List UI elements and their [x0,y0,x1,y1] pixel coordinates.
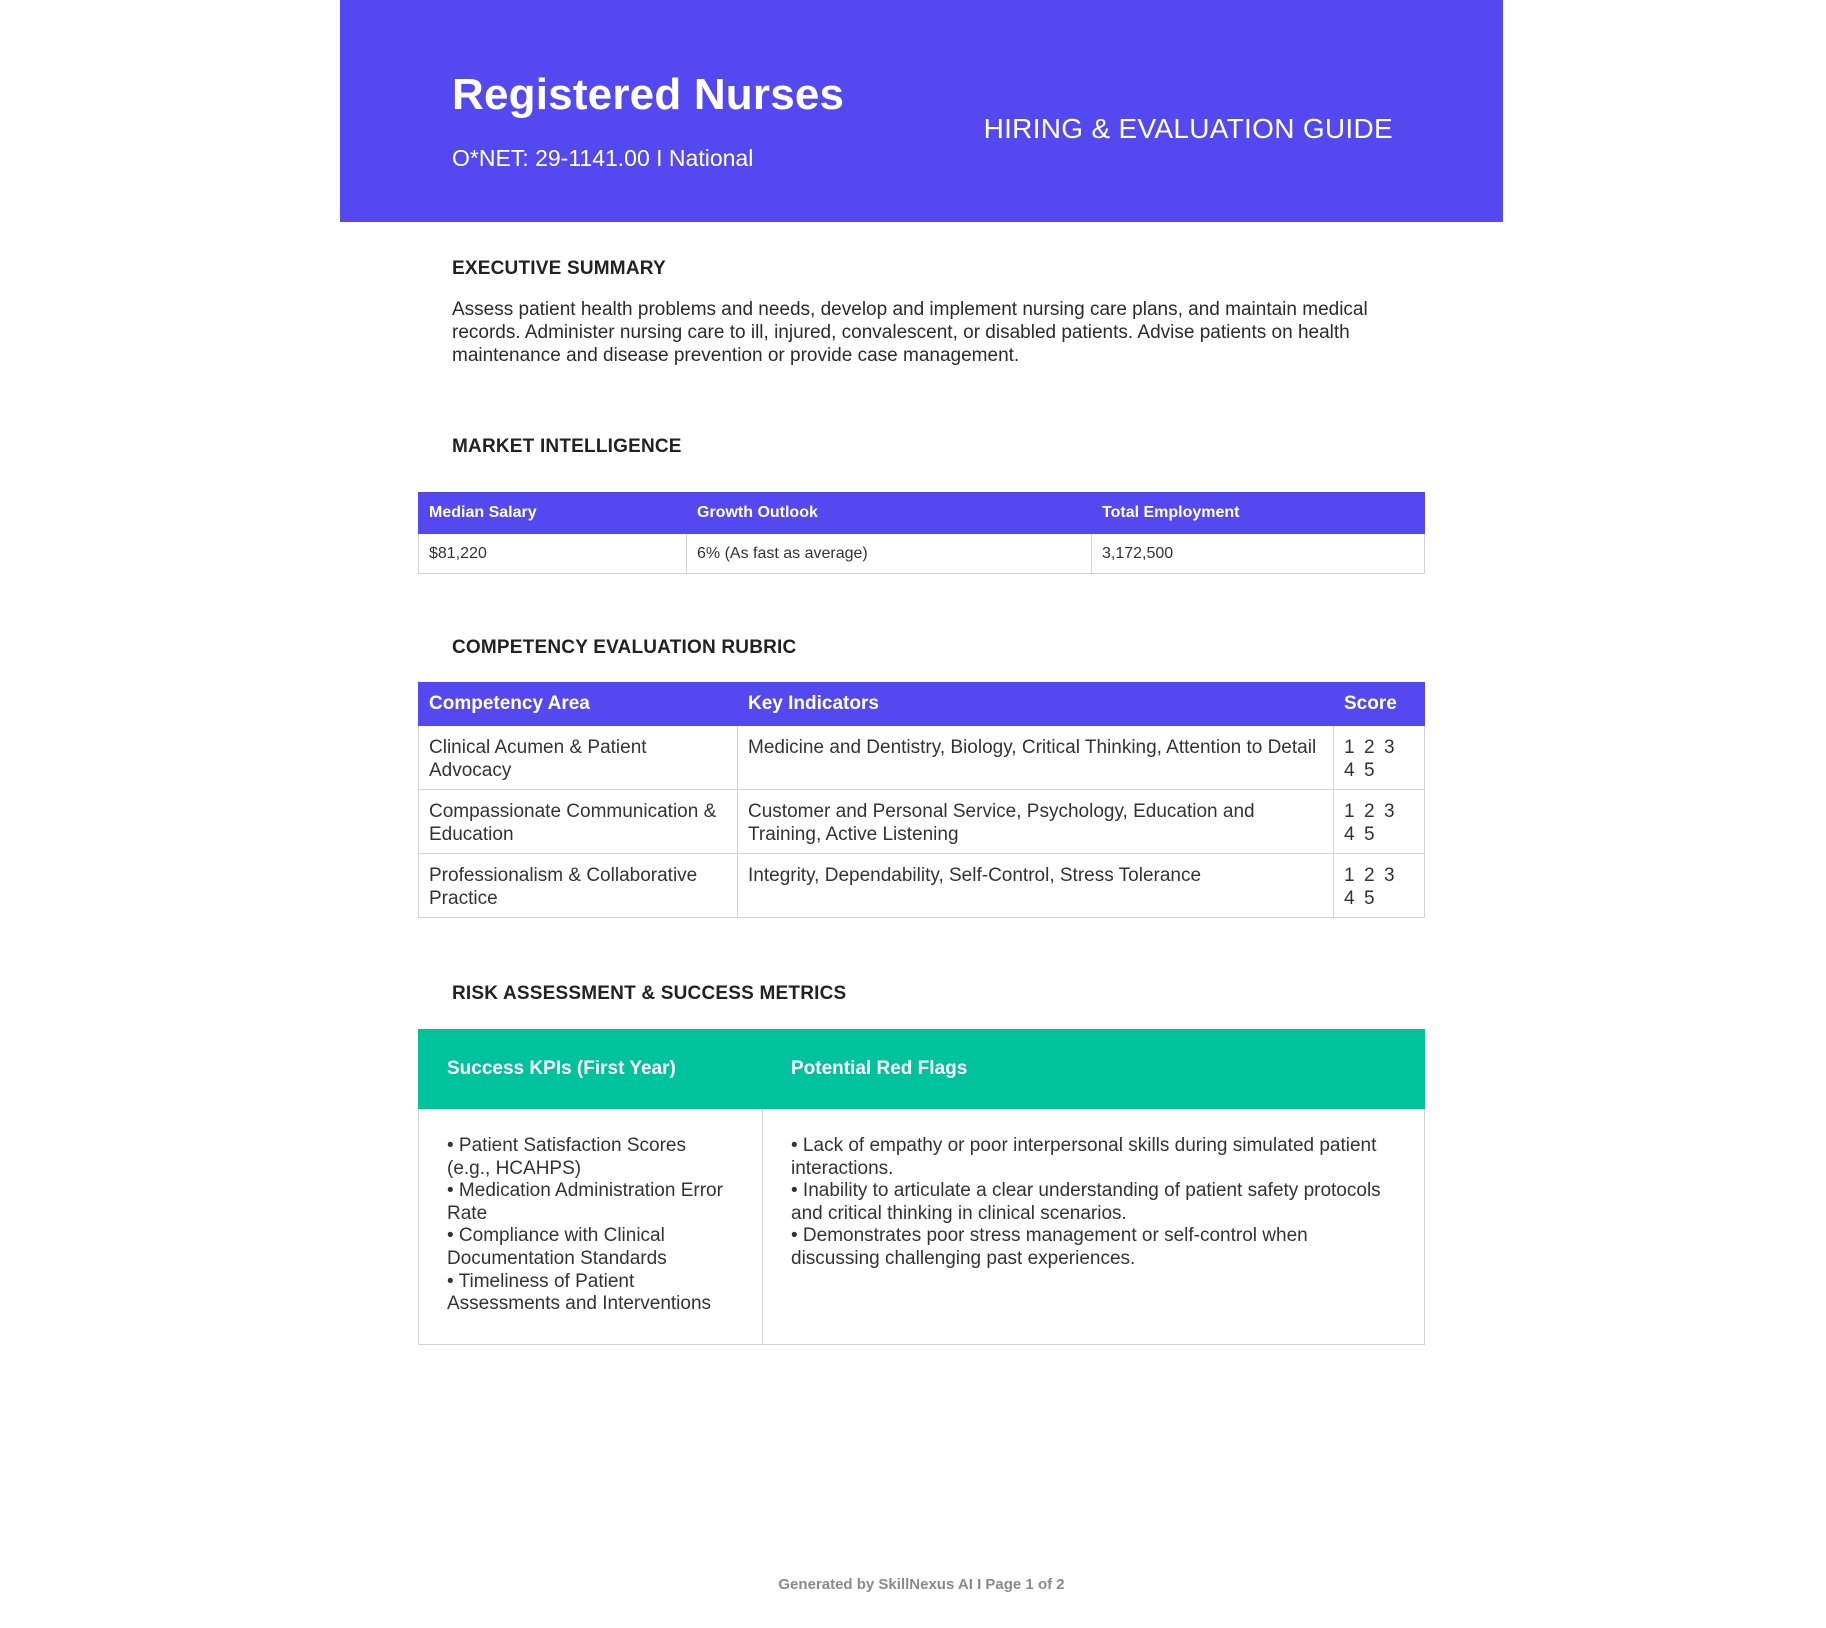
market-col-growth-outlook: Growth Outlook [687,493,1092,534]
competency-rubric-heading: COMPETENCY EVALUATION RUBRIC [452,637,797,658]
list-item: • Medication Administration Error Rate [447,1180,723,1224]
list-item: • Compliance with Clinical Documentation Standards [447,1225,667,1269]
market-value-row [419,534,1425,574]
rubric-col-area: Competency Area [419,683,738,726]
executive-summary-heading: EXECUTIVE SUMMARY [452,258,666,279]
score-options[interactable] [1334,726,1425,790]
list-item: • Demonstrates poor stress management or self-control when discussing challenging past experiences. [791,1225,1308,1269]
risk-col-red-flags: Potential Red Flags [763,1030,1425,1109]
document-page [340,0,1503,1628]
list-item: • Patient Satisfaction Scores (e.g., HCAHPS) [447,1135,686,1179]
risk-content-row [419,1109,1425,1345]
market-col-total-employment: Total Employment [1092,493,1425,534]
score-2[interactable]: 2 [1364,737,1375,758]
guide-label: HIRING & EVALUATION GUIDE [983,113,1393,144]
score-5[interactable]: 5 [1364,760,1375,781]
score-2[interactable]: 2 [1364,801,1375,822]
competency-area: Compassionate Communication & Education [419,790,738,854]
score-4[interactable]: 4 [1344,888,1355,909]
risk-assessment-heading: RISK ASSESSMENT & SUCCESS METRICS [452,983,847,1004]
market-header-row [419,493,1425,534]
rubric-header-row [419,683,1425,726]
page-footer: Generated by SkillNexus AI I Page 1 of 2 [778,1576,1065,1593]
page-title: Registered Nurses [452,70,845,119]
competency-area: Professionalism & Collaborative Practice [419,854,738,918]
market-col-median-salary: Median Salary [419,493,687,534]
competency-area: Clinical Acumen & Patient Advocacy [419,726,738,790]
median-salary-value: $81,220 [419,534,687,574]
score-5[interactable]: 5 [1364,888,1375,909]
score-5[interactable]: 5 [1364,824,1375,845]
competency-rubric-table [418,682,1425,918]
score-options[interactable] [1334,790,1425,854]
score-4[interactable]: 4 [1344,760,1355,781]
kpi-list [419,1109,763,1345]
score-1[interactable]: 1 [1344,737,1355,758]
rubric-col-indicators: Key Indicators [738,683,1334,726]
risk-table [418,1029,1425,1345]
list-item: • Inability to articulate a clear understanding of patient safety protocols and critical thinking in clinical scenarios. [791,1180,1381,1224]
score-3[interactable]: 3 [1384,737,1395,758]
market-intelligence-heading: MARKET INTELLIGENCE [452,436,682,457]
key-indicators: Integrity, Dependability, Self-Control, Stress Tolerance [738,854,1334,918]
red-flag-list [763,1109,1425,1345]
executive-summary-text: Assess patient health problems and needs, develop and implement nursing care plans, and maintain medical records. Administer nursing care to ill, injured, convalescent, or disabled patients. Advise patients on health maintenance and disease prevention or provide case management. [452,299,1368,366]
score-1[interactable]: 1 [1344,801,1355,822]
score-options[interactable] [1334,854,1425,918]
score-4[interactable]: 4 [1344,824,1355,845]
table-row [419,790,1425,854]
growth-outlook-value: 6% (As fast as average) [687,534,1092,574]
score-3[interactable]: 3 [1384,801,1395,822]
list-item: • Lack of empathy or poor interpersonal skills during simulated patient interactions. [791,1135,1377,1179]
header-banner [340,0,1503,222]
list-item: • Timeliness of Patient Assessments and Interventions [447,1270,712,1315]
onet-subtitle: O*NET: 29-1141.00 I National [452,145,754,171]
total-employment-value: 3,172,500 [1092,534,1425,574]
table-row [419,726,1425,790]
table-row [419,854,1425,918]
score-3[interactable]: 3 [1384,865,1395,886]
key-indicators: Customer and Personal Service, Psychology, Education and Training, Active Listening [738,790,1334,854]
risk-header-row [419,1030,1425,1109]
risk-col-kpis: Success KPIs (First Year) [419,1030,763,1109]
key-indicators: Medicine and Dentistry, Biology, Critical Thinking, Attention to Detail [738,726,1334,790]
score-2[interactable]: 2 [1364,865,1375,886]
rubric-col-score: Score [1334,683,1425,726]
score-1[interactable]: 1 [1344,865,1355,886]
market-table [418,492,1425,574]
